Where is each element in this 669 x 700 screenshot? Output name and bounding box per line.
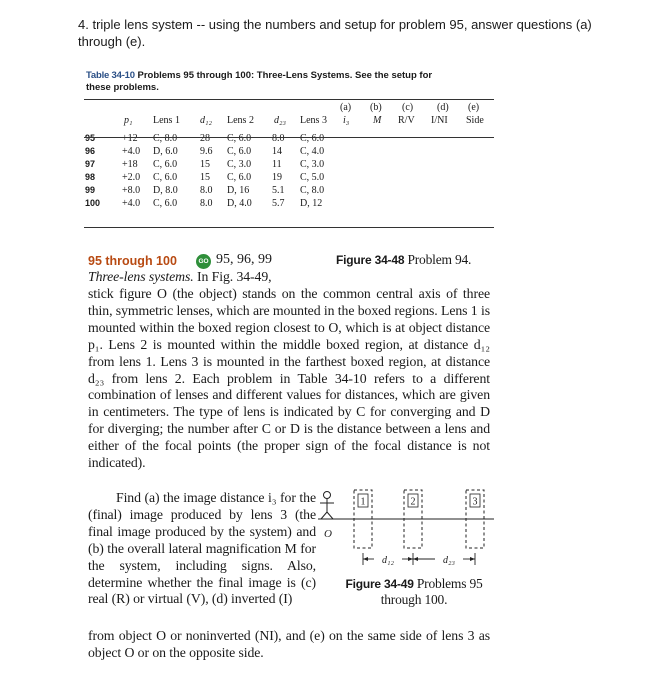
- cell-lens3: C, 6.0: [300, 133, 325, 144]
- cell-lens2: D, 16: [227, 185, 250, 196]
- qhead-e: (e): [468, 102, 480, 113]
- cell-d23: 5.7: [272, 198, 285, 209]
- figure-34-49: [318, 486, 498, 576]
- lens-1-label: 1: [360, 496, 366, 508]
- cell-lens3: C, 4.0: [300, 146, 325, 157]
- d12-label: d₁₂: [382, 555, 394, 566]
- cell-lens1: C, 6.0: [153, 172, 178, 183]
- distance-markers: [363, 553, 475, 565]
- figure-34-49-label: Figure 34-49: [345, 577, 414, 591]
- figure-34-48-caption: [336, 252, 471, 268]
- section-title: 95 through 100: [88, 254, 177, 268]
- table-question-header-row: [84, 102, 494, 115]
- cell-lens1: C, 8.0: [153, 133, 178, 144]
- figure-34-49-text-1: Problems 95: [416, 576, 483, 591]
- cell-lens1: D, 8.0: [153, 185, 178, 196]
- cell-p1: +12: [122, 133, 138, 144]
- cell-p1: +18: [122, 159, 138, 170]
- figure-34-49-drawing: [318, 486, 498, 576]
- cell-problem: 100: [85, 198, 101, 208]
- lens-table: [84, 102, 494, 211]
- cell-problem: 98: [85, 172, 96, 182]
- figure-34-48-text: Problem 94.: [407, 252, 472, 267]
- table-top-rule: [84, 99, 494, 100]
- table-row: [84, 172, 494, 185]
- cell-d23: 5.1: [272, 185, 285, 196]
- cell-d12: 9.6: [200, 146, 213, 157]
- d23-label: d₂₃: [443, 555, 455, 566]
- lead-italic: Three-lens systems.: [88, 269, 194, 284]
- body-intro: [88, 269, 338, 286]
- cell-problem: 95: [85, 133, 96, 143]
- object-label: O: [324, 528, 332, 540]
- header-p1: p₁: [124, 115, 133, 126]
- cell-problem: 96: [85, 146, 96, 156]
- header-d23: d₂₃: [274, 115, 286, 126]
- figure-34-49-text-2: through 100.: [380, 592, 448, 607]
- body-paragraph-2-wide: from object O or noninverted (NI), and (e) on the same side of lens 3 as object O or on the opposite side.: [88, 628, 490, 660]
- cell-d23: 8.0: [272, 133, 285, 144]
- header-lens1: Lens 1: [153, 115, 180, 126]
- cell-lens1: D, 6.0: [153, 146, 178, 157]
- table-row: [84, 133, 494, 146]
- cell-d23: 14: [272, 146, 282, 157]
- body-paragraph-2-narrow: [88, 490, 316, 608]
- cell-d23: 19: [272, 172, 282, 183]
- stick-figure-object: [320, 492, 334, 520]
- table-caption: [86, 70, 446, 94]
- cell-d12: 8.0: [200, 198, 213, 209]
- figure-34-48-label: Figure 34-48: [336, 253, 405, 267]
- cell-lens2: C, 3.0: [227, 159, 252, 170]
- cell-lens1: C, 6.0: [153, 159, 178, 170]
- qhead-a: (a): [340, 102, 352, 113]
- cell-p1: +8.0: [122, 185, 141, 196]
- table-row: [84, 146, 494, 159]
- cell-lens3: C, 3.0: [300, 159, 325, 170]
- cell-lens2: C, 6.0: [227, 172, 252, 183]
- cell-d12: 15: [200, 172, 210, 183]
- figure-34-49-caption: [334, 576, 494, 607]
- table-bottom-rule: [84, 227, 494, 228]
- table-body: [84, 133, 494, 211]
- lens-2-label: 2: [410, 496, 416, 508]
- cell-lens2: D, 4.0: [227, 198, 252, 209]
- header-i3: i₃: [343, 115, 350, 126]
- cell-lens3: C, 5.0: [300, 172, 325, 183]
- table-caption-text: Problems 95 through 100: Three-Lens Systems. See the setup for these problems.: [86, 70, 433, 93]
- cell-lens3: C, 8.0: [300, 185, 325, 196]
- cell-lens2: C, 6.0: [227, 146, 252, 157]
- header-rv: R/V: [398, 115, 415, 126]
- table-row: [84, 185, 494, 198]
- header-side: Side: [466, 115, 484, 126]
- cell-problem: 99: [85, 185, 96, 195]
- cell-lens1: C, 6.0: [153, 198, 178, 209]
- cell-lens2: C, 6.0: [227, 133, 252, 144]
- cell-problem: 97: [85, 159, 96, 169]
- header-ini: I/NI: [431, 115, 448, 126]
- problem-list: 95, 96, 99: [216, 252, 272, 267]
- table-header-rule: [84, 137, 494, 138]
- cell-p1: +4.0: [122, 198, 141, 209]
- table-row: [84, 159, 494, 172]
- go-badge-icon: GO: [196, 254, 211, 269]
- qhead-d: (d): [437, 102, 449, 113]
- question-text: 4. triple lens system -- using the numbers and setup for problem 95, answer questions (a) through (e).: [78, 17, 592, 49]
- qhead-b: (b): [370, 102, 382, 113]
- intro-line: In Fig. 34-49,: [197, 269, 272, 284]
- header-d12: d₁₂: [200, 115, 212, 126]
- cell-p1: +2.0: [122, 172, 141, 183]
- header-m: M: [373, 115, 382, 126]
- para2-narrow-text: Find (a) the image distance i₃ for the (final) image produced by lens 3 (the final image produced by the system) and (b) the overall lateral magnification M for the system, including signs. Also, determine whether the final image is (c) real (R) or virtual (V), (d) inverted (I): [88, 490, 316, 607]
- table-header-row: [84, 115, 494, 128]
- lens-3-label: 3: [472, 496, 478, 508]
- qhead-c: (c): [402, 102, 414, 113]
- cell-d23: 11: [272, 159, 282, 170]
- cell-d12: 28: [200, 133, 210, 144]
- header-lens3: Lens 3: [300, 115, 327, 126]
- table-number: Table 34-10: [86, 70, 135, 81]
- cell-lens3: D, 12: [300, 198, 323, 209]
- cell-d12: 15: [200, 159, 210, 170]
- table-row: [84, 198, 494, 211]
- body-paragraph-1: stick figure O (the object) stands on the common central axis of three thin, symmetric lenses, which are mounted in the boxed regions. Lens 1 is mounted within the boxed region closest to O, which is at object distance p₁. Lens 2 is mounted within the middle boxed region, at distance d₁₂ from lens 1. Lens 3 is mounted in the farthest boxed region, at distance d₂₃ from lens 2. Each problem in Table 34-10 refers to a different combination of lenses and different values for distances, which are given in centimeters. The type of lens is indicated by C for converging and D for diverging; the number after C or D is the distance between a lens and either of the focal points (the proper sign of the focal distance is not indicated).: [88, 286, 490, 471]
- cell-p1: +4.0: [122, 146, 141, 157]
- header-lens2: Lens 2: [227, 115, 254, 126]
- cell-d12: 8.0: [200, 185, 213, 196]
